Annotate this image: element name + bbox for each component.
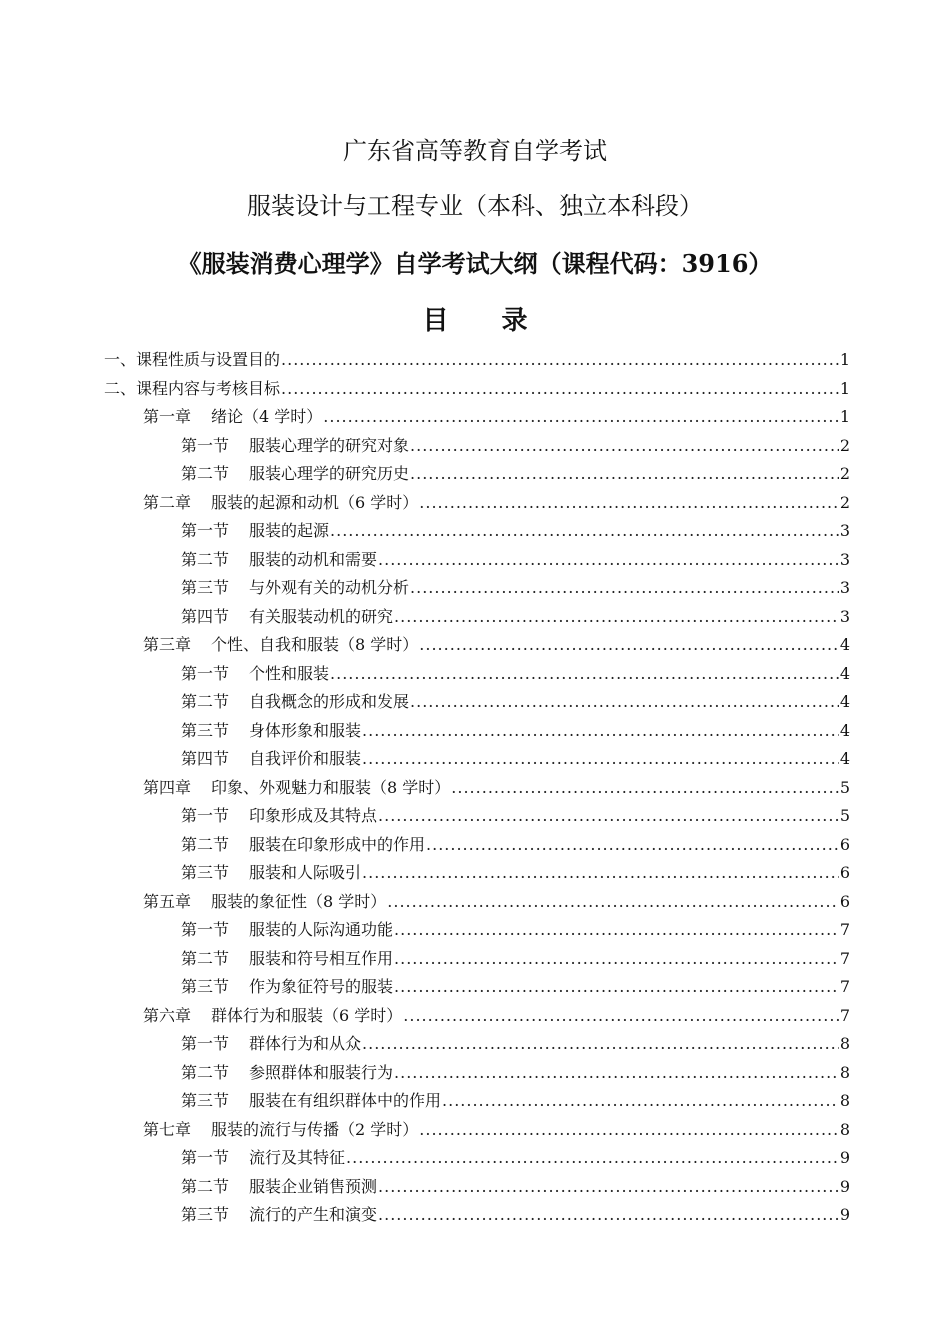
toc-entry-title — [181, 1144, 345, 1172]
toc-entry[interactable] — [181, 1173, 850, 1201]
toc-entry-title — [181, 973, 393, 1001]
toc-dot-leader — [387, 888, 839, 916]
toc-entry-title — [104, 375, 280, 403]
toc-entry-title — [181, 574, 409, 602]
toc-entry[interactable] — [181, 574, 850, 602]
toc-entry-label: 第三节 — [181, 863, 230, 882]
toc-entry-subtitle: 流行及其特征 — [249, 1148, 346, 1167]
toc-dot-leader — [410, 432, 839, 460]
toc-entry-title — [181, 688, 409, 716]
toc-dot-leader — [394, 603, 839, 631]
toc-entry-title — [143, 1116, 418, 1144]
toc-dot-leader — [403, 1002, 839, 1030]
toc-entry-label: 第三节 — [181, 1205, 230, 1224]
toc-entry-subtitle: 服装的起源和动机（6 学时） — [211, 492, 419, 512]
toc-entry-title — [181, 1173, 377, 1201]
toc-dot-leader — [281, 375, 839, 403]
exam-authority-heading: 广东省高等教育自学考试 — [343, 137, 607, 165]
toc-page-number: 9 — [839, 1148, 850, 1167]
toc-dot-leader — [378, 802, 839, 830]
syllabus-title: 《服装消费心理学》自学考试大纲（课程代码：3916） — [177, 249, 773, 278]
toc-dot-leader — [394, 945, 839, 973]
toc-entry-subtitle: 服装企业销售预测 — [249, 1176, 378, 1196]
toc-entry-label: 第二节 — [181, 948, 230, 968]
toc-entry-label: 第二节 — [181, 1176, 230, 1196]
toc-entry-subtitle: 群体行为和服装（6 学时） — [211, 1005, 403, 1025]
toc-entry[interactable] — [181, 1201, 850, 1229]
toc-entry[interactable] — [181, 745, 850, 773]
toc-entry-label: 第三节 — [181, 1091, 230, 1110]
toc-dot-leader — [442, 1087, 839, 1115]
toc-entry-subtitle: 服装的流行与传播（2 学时） — [211, 1119, 419, 1139]
toc-entry-title — [181, 859, 361, 887]
toc-entry[interactable] — [143, 888, 850, 916]
toc-entry[interactable] — [143, 403, 850, 431]
toc-entry[interactable] — [181, 831, 850, 859]
toc-entry-label: 第一章 — [143, 407, 192, 426]
toc-entry-label: 二、课程内容与考核目标 — [104, 378, 281, 398]
toc-entry-label: 第一节 — [181, 806, 230, 825]
toc-entry[interactable] — [181, 460, 850, 488]
toc-entry-subtitle: 身体形象和服装 — [249, 720, 362, 740]
toc-entry-label: 第五章 — [143, 891, 192, 911]
toc-entry-subtitle: 参照群体和服装行为 — [249, 1062, 394, 1082]
toc-entry-title — [181, 546, 377, 574]
toc-entry-subtitle: 服装和符号相互作用 — [249, 948, 394, 968]
toc-entry-label: 第一节 — [181, 920, 230, 939]
toc-entry-label: 第一节 — [181, 435, 230, 455]
toc-page-number: 6 — [839, 891, 850, 911]
toc-entry[interactable] — [181, 859, 850, 887]
toc-dot-leader — [410, 688, 839, 716]
toc-dot-leader — [394, 1059, 839, 1087]
toc-page-number: 2 — [839, 492, 850, 512]
toc-page-number: 4 — [839, 692, 850, 711]
toc-entry-subtitle: 流行的产生和演变 — [249, 1205, 378, 1224]
toc-entry[interactable] — [181, 802, 850, 830]
toc-dot-leader — [378, 1201, 839, 1229]
toc-dot-leader — [426, 831, 839, 859]
toc-entry-label: 第四节 — [181, 606, 230, 626]
toc-entry-title — [143, 774, 450, 802]
toc-entry[interactable] — [104, 375, 850, 403]
toc-dot-leader — [281, 346, 839, 374]
toc-entry-subtitle: 绪论（4 学时） — [211, 407, 323, 426]
toc-dot-leader — [419, 489, 839, 517]
toc-entry-subtitle: 与外观有关的动机分析 — [249, 578, 410, 597]
toc-dot-leader — [419, 631, 839, 659]
toc-entry-title — [181, 460, 409, 488]
toc-dot-leader — [410, 574, 839, 602]
toc-entry-subtitle: 印象、外观魅力和服装（8 学时） — [211, 777, 451, 797]
toc-entry[interactable] — [143, 774, 850, 802]
toc-entry-subtitle: 服装在印象形成中的作用 — [249, 834, 426, 854]
toc-entry-label: 第七章 — [143, 1119, 192, 1139]
toc-entry[interactable] — [181, 717, 850, 745]
toc-entry-label: 第二节 — [181, 464, 230, 483]
toc-page-number: 3 — [839, 549, 850, 569]
toc-dot-leader — [330, 517, 839, 545]
toc-entry-title — [104, 346, 280, 374]
toc-page-number: 6 — [839, 863, 850, 882]
major-heading: 服装设计与工程专业（本科、独立本科段） — [247, 192, 703, 220]
toc-entry-subtitle: 服装的起源 — [249, 521, 330, 540]
toc-dot-leader — [378, 1173, 839, 1201]
toc-entry-label: 第三节 — [181, 578, 230, 597]
toc-entry-subtitle: 服装和人际吸引 — [249, 863, 362, 882]
toc-entry-title — [143, 1002, 402, 1030]
toc-entry[interactable] — [181, 945, 850, 973]
toc-entry-label: 第一节 — [181, 1148, 230, 1167]
toc-entry-title — [181, 660, 329, 688]
toc-dot-leader — [330, 660, 839, 688]
toc-entry-title — [143, 631, 418, 659]
toc-dot-leader — [362, 859, 839, 887]
toc-entry[interactable] — [181, 1087, 850, 1115]
toc-dot-leader — [362, 1030, 839, 1058]
toc-entry-title — [181, 1059, 393, 1087]
toc-dot-leader — [362, 745, 839, 773]
toc-entry-title — [181, 1030, 361, 1058]
toc-entry[interactable] — [181, 517, 850, 545]
toc-entry[interactable] — [143, 1002, 850, 1030]
toc-entry-label: 第二节 — [181, 692, 230, 711]
toc-page-number: 7 — [839, 948, 850, 968]
toc-page-number: 4 — [839, 720, 850, 740]
toc-entry[interactable] — [181, 1059, 850, 1087]
toc-page-number: 2 — [839, 435, 850, 455]
toc-page-number: 2 — [839, 464, 850, 483]
toc-entry-label: 第二章 — [143, 492, 192, 512]
toc-page-number: 4 — [839, 749, 850, 768]
toc-entry-label: 第三节 — [181, 720, 230, 740]
toc-entry-label: 第一节 — [181, 521, 230, 540]
toc-entry[interactable] — [181, 973, 850, 1001]
toc-page-number: 3 — [839, 521, 850, 540]
toc-page-number: 3 — [839, 606, 850, 626]
toc-page-number: 8 — [839, 1034, 850, 1053]
toc-entry[interactable] — [104, 346, 850, 374]
toc-page-number: 6 — [839, 834, 850, 854]
toc-entry-title — [181, 802, 377, 830]
toc-entry[interactable] — [181, 660, 850, 688]
toc-entry-subtitle: 服装在有组织群体中的作用 — [249, 1091, 442, 1110]
toc-dot-leader — [419, 1116, 839, 1144]
toc-page-number: 8 — [839, 1119, 850, 1139]
toc-entry[interactable] — [181, 603, 850, 631]
toc-page-number: 7 — [839, 977, 850, 996]
toc-entry-label: 一、课程性质与设置目的 — [104, 350, 281, 369]
toc-entry-label: 第二节 — [181, 549, 230, 569]
toc-entry[interactable] — [143, 631, 850, 659]
toc-entry-subtitle: 自我概念的形成和发展 — [249, 692, 410, 711]
toc-entry-label: 第二节 — [181, 834, 230, 854]
toc-entry-title — [181, 831, 425, 859]
toc-entry-subtitle: 个性、自我和服装（8 学时） — [211, 635, 419, 654]
toc-page-number: 3 — [839, 578, 850, 597]
toc-page-number: 7 — [839, 1005, 850, 1025]
toc-entry-title — [181, 717, 361, 745]
toc-page-number: 1 — [839, 378, 850, 398]
toc-entry[interactable] — [181, 432, 850, 460]
toc-entry-title — [181, 603, 393, 631]
toc-dot-leader — [362, 717, 839, 745]
toc-page-number: 5 — [839, 806, 850, 825]
toc-page-number: 4 — [839, 663, 850, 683]
toc-entry[interactable] — [143, 1116, 850, 1144]
toc-dot-leader — [323, 403, 839, 431]
toc-entry-subtitle: 群体行为和从众 — [249, 1034, 362, 1053]
toc-entry-subtitle: 作为象征符号的服装 — [249, 977, 394, 996]
toc-dot-leader — [394, 916, 839, 944]
toc-entry-subtitle: 服装的动机和需要 — [249, 549, 378, 569]
toc-page-number: 5 — [839, 777, 850, 797]
toc-page-number: 1 — [839, 407, 850, 426]
toc-entry-title — [181, 432, 409, 460]
toc-entry[interactable] — [181, 688, 850, 716]
toc-entry[interactable] — [143, 489, 850, 517]
toc-entry-subtitle: 服装心理学的研究历史 — [249, 464, 410, 483]
toc-entry-label: 第三节 — [181, 977, 230, 996]
toc-entry-subtitle: 有关服装动机的研究 — [249, 606, 394, 626]
toc-entry-title — [181, 517, 329, 545]
toc-page-number: 9 — [839, 1205, 850, 1224]
toc-page-number: 7 — [839, 920, 850, 939]
toc-entry[interactable] — [181, 546, 850, 574]
toc-dot-leader — [394, 973, 839, 1001]
toc-entry-subtitle: 服装心理学的研究对象 — [249, 435, 410, 455]
toc-entry[interactable] — [181, 1144, 850, 1172]
toc-entry-label: 第一节 — [181, 663, 230, 683]
toc-page-number: 8 — [839, 1091, 850, 1110]
toc-entry-label: 第四节 — [181, 749, 230, 768]
toc-entry-label: 第三章 — [143, 635, 192, 654]
toc-entry-title — [143, 888, 386, 916]
toc-entry-title — [181, 1087, 441, 1115]
toc-entry-subtitle: 服装的人际沟通功能 — [249, 920, 394, 939]
toc-entry-title — [143, 403, 322, 431]
toc-entry-label: 第六章 — [143, 1005, 192, 1025]
toc-page-number: 1 — [839, 350, 850, 369]
toc-entry-subtitle: 印象形成及其特点 — [249, 806, 378, 825]
toc-entry[interactable] — [181, 916, 850, 944]
toc-entry-title — [181, 1201, 377, 1229]
toc-entry[interactable] — [181, 1030, 850, 1058]
toc-entry-title — [181, 945, 393, 973]
toc-entry-subtitle: 自我评价和服装 — [249, 749, 362, 768]
toc-entry-subtitle: 服装的象征性（8 学时） — [211, 891, 387, 911]
toc-page-number: 8 — [839, 1062, 850, 1082]
toc-title: 目 录 — [422, 306, 550, 336]
toc-dot-leader — [451, 774, 839, 802]
toc-page-number: 4 — [839, 635, 850, 654]
toc-entry-title — [143, 489, 418, 517]
toc-entry-subtitle: 个性和服装 — [249, 663, 330, 683]
toc-page-number: 9 — [839, 1176, 850, 1196]
toc-entry-title — [181, 745, 361, 773]
toc-dot-leader — [378, 546, 839, 574]
toc-entry-label: 第一节 — [181, 1034, 230, 1053]
toc-entry-label: 第二节 — [181, 1062, 230, 1082]
toc-dot-leader — [410, 460, 839, 488]
toc-dot-leader — [346, 1144, 839, 1172]
toc-entry-title — [181, 916, 393, 944]
toc-entry-label: 第四章 — [143, 777, 192, 797]
